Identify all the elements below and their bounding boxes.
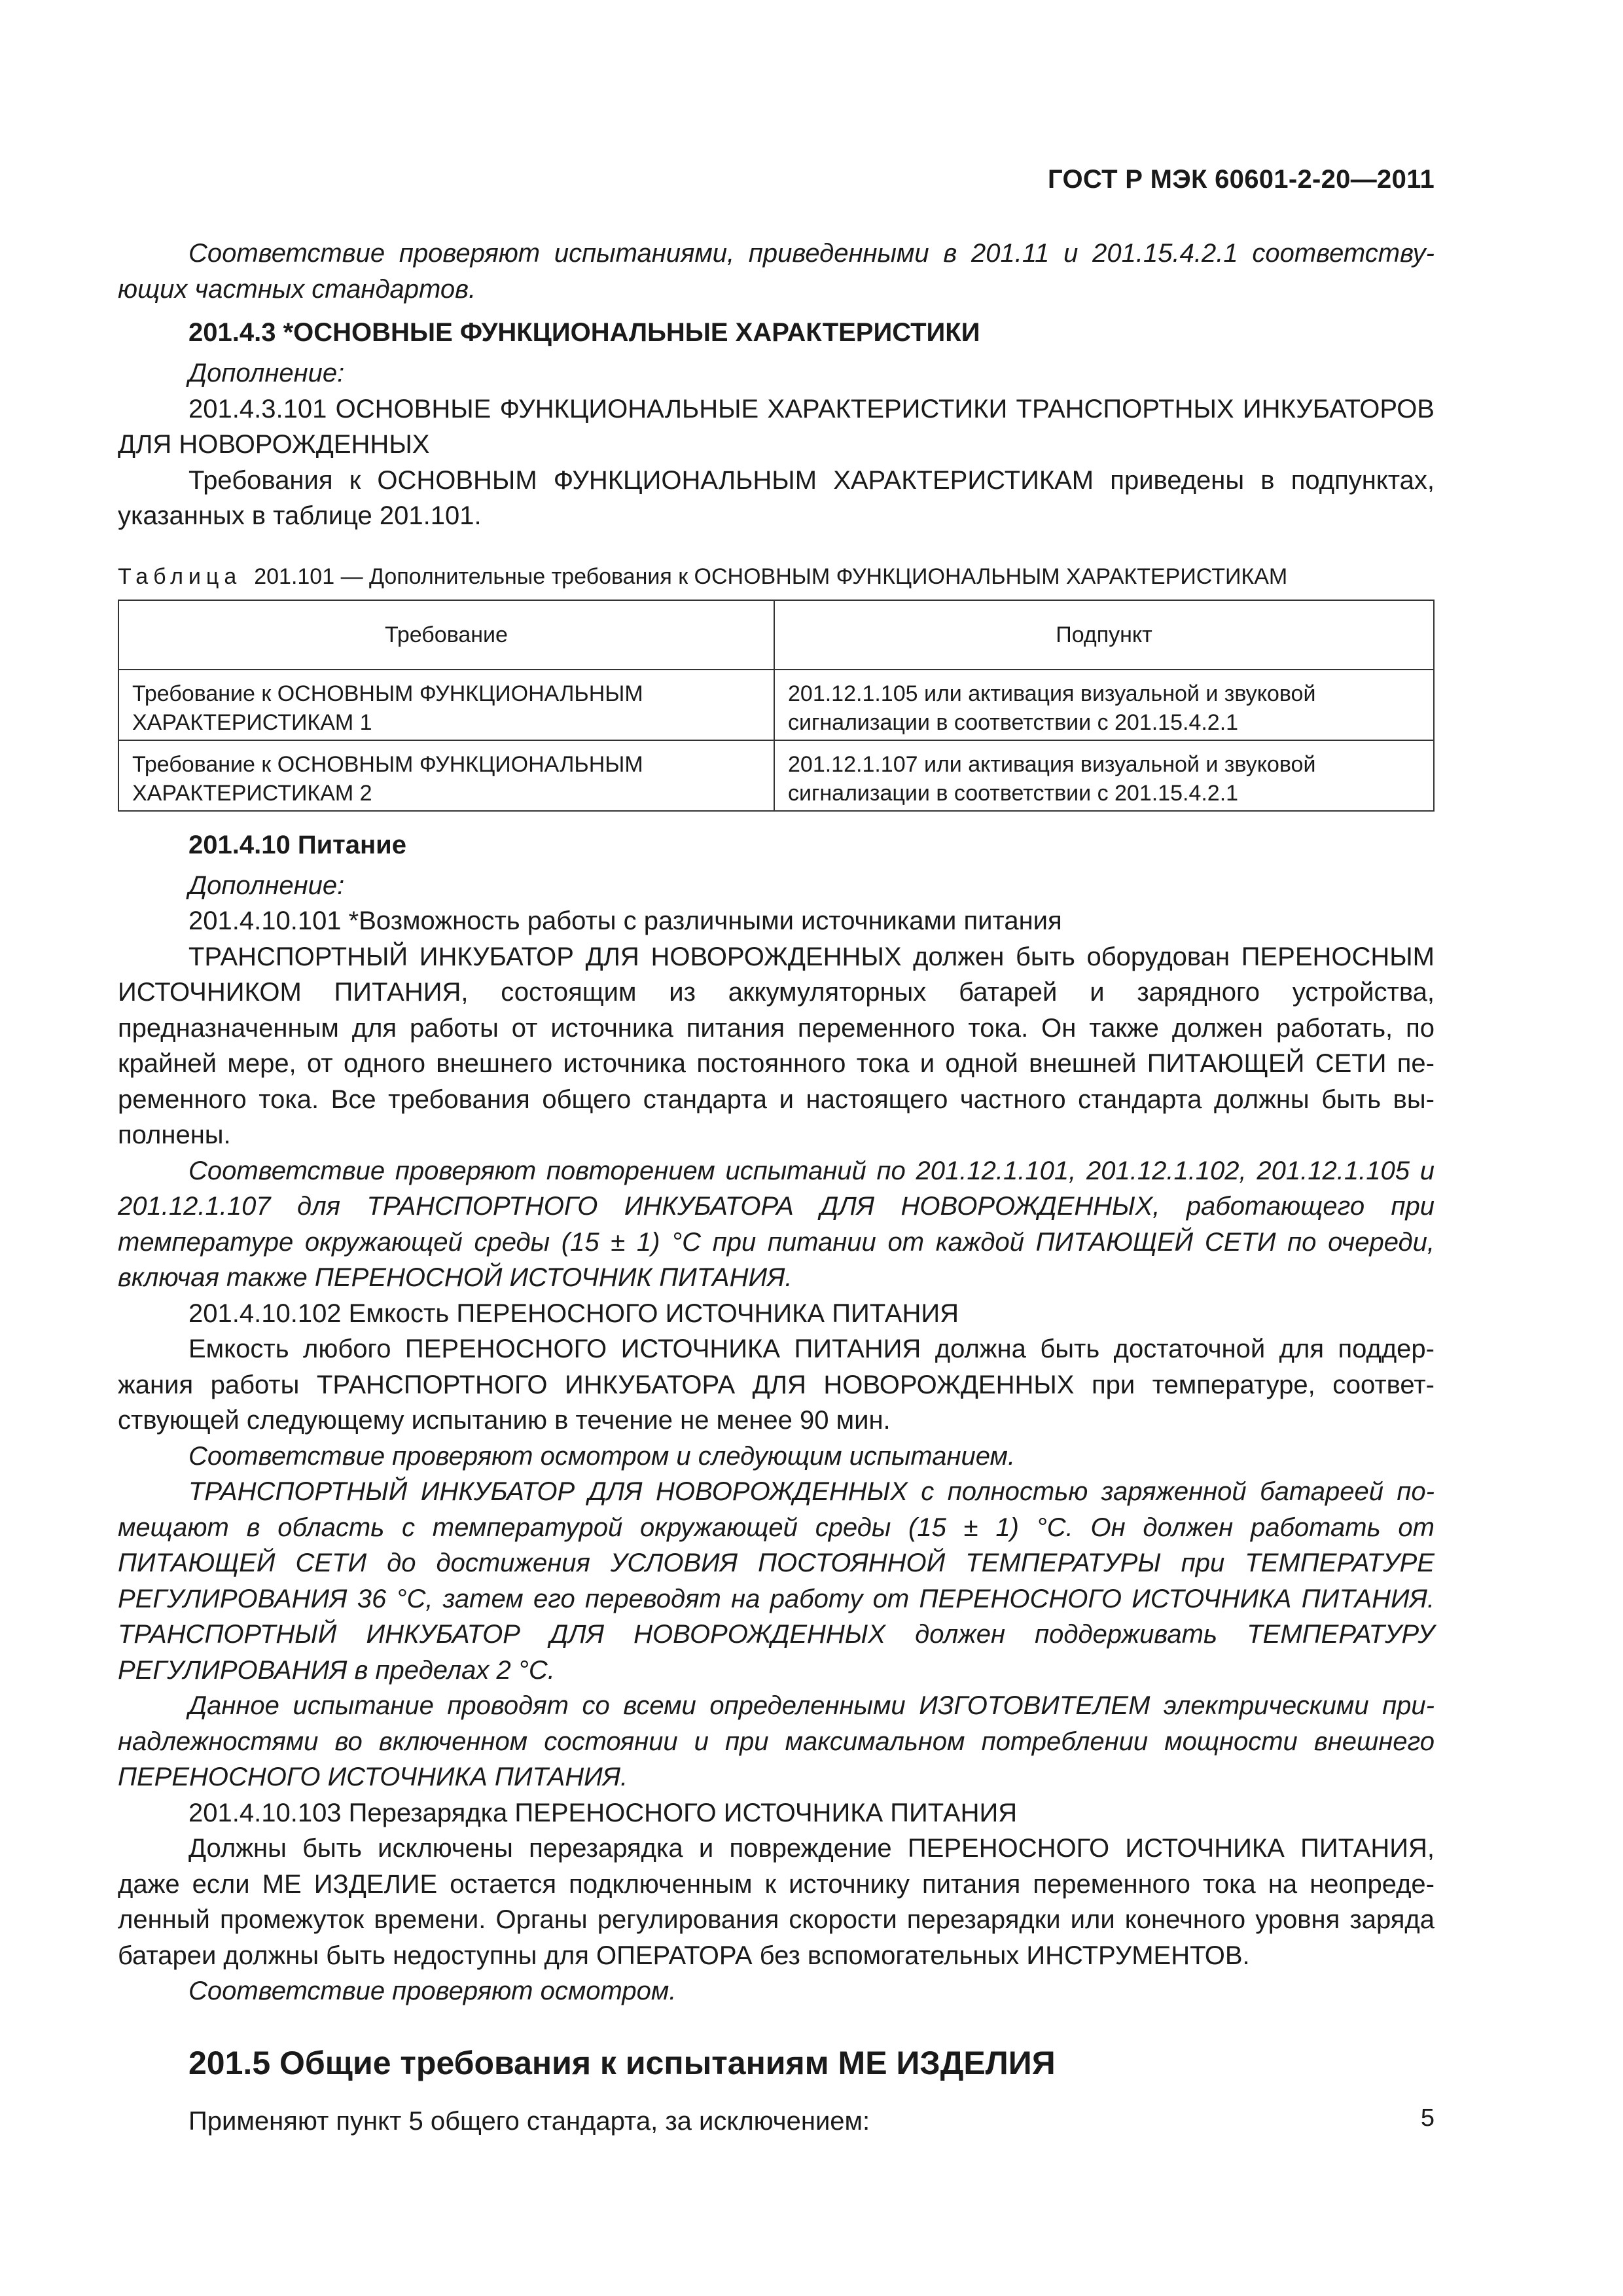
table-cell-requirement: Требование к ОСНОВНЫМ ФУНКЦИОНАЛЬНЫМ ХАРАКТЕРИСТИКАМ 2	[118, 740, 774, 811]
document-page	[118, 0, 1435, 2296]
paragraph-201-4-10-101-body: ТРАНСПОРТНЫЙ ИНКУБАТОР ДЛЯ НОВОРОЖДЕННЫХ должен быть оборудован ПЕРЕНОСНЫМ ИСТОЧНИКОМ ПИТАНИЯ, состоящим из аккумуляторных батарей и зарядного устройства, предназначенным для работы от источника питания переменного тока. Он также должен работать, по крайней мере, от одного внешнего источника постоянного тока и одной внешней ПИТАЮЩЕЙ СЕТИ переменного тока. Все требования общего стандарта и настоящего частного стандарта должны быть выполнены.	[118, 942, 1435, 1149]
table-caption	[118, 560, 1435, 593]
table-cell-subclause: 201.12.1.107 или активация визуальной и звуковой сигнализации в соответствии с 201.15.4.2.1	[774, 740, 1434, 811]
paragraph-201-4-10-102-body: Емкость любого ПЕРЕНОСНОГО ИСТОЧНИКА ПИТАНИЯ должна быть достаточной для поддержания работы ТРАНСПОРТНОГО ИНКУБАТОРА ДЛЯ НОВОРОЖДЕННЫХ при температуре, соответствующей следующему испытанию в течение не менее 90 мин.	[118, 1335, 1435, 1435]
section-heading-201-4-10: 201.4.10 Питание	[188, 830, 406, 859]
paragraph-requirements: Требования к ОСНОВНЫМ ФУНКЦИОНАЛЬНЫМ ХАРАКТЕРИСТИКАМ приведены в подпунктах, указанных в таблице 201.101.	[118, 465, 1435, 530]
addition-label: Дополнение:	[188, 359, 345, 387]
table-cell-requirement: Требование к ОСНОВНЫМ ФУНКЦИОНАЛЬНЫМ ХАРАКТЕРИСТИКАМ 1	[118, 670, 774, 740]
paragraph-201-4-10-102-check: Соответствие проверяют осмотром и следующим испытанием.	[188, 1441, 1016, 1471]
paragraph-201-4-10-103-check: Соответствие проверяют осмотром.	[188, 1977, 677, 2005]
section-heading-201-5: 201.5 Общие требования к испытаниям МЕ ИЗДЕЛИЯ	[188, 2044, 1056, 2081]
table-header-requirement: Требование	[118, 600, 774, 670]
paragraph-201-4-10-102-note: Данное испытание проводят со всеми определенными ИЗГОТОВИТЕЛЕМ электрическими принадлежностями во включенном состоянии и при максимальном потреблении мощности внешнего ПЕРЕНОСНОГО ИСТОЧНИКА ПИТАНИЯ.	[118, 1691, 1435, 1791]
table-caption-text: 201.101 — Дополнительные требования к ОСНОВНЫМ ФУНКЦИОНАЛЬНЫМ ХАРАКТЕРИСТИКАМ	[254, 564, 1288, 589]
paragraph-compliance-check: Соответствие проверяют испытаниями, приведенными в 201.11 и 201.15.4.2.1 соответствующих частных стандартов.	[118, 239, 1435, 304]
section-heading-201-4-3: 201.4.3 *ОСНОВНЫЕ ФУНКЦИОНАЛЬНЫЕ ХАРАКТЕРИСТИКИ	[188, 318, 980, 347]
paragraph-201-4-10-102-test: ТРАНСПОРТНЫЙ ИНКУБАТОР ДЛЯ НОВОРОЖДЕННЫХ с полностью заряженной батареей помещают в область с температурой окружающей среды (15 ± 1) °С. Он должен работать от ПИТАЮЩЕЙ СЕТИ до достижения УСЛОВИЯ ПОСТОЯННОЙ ТЕМПЕРАТУРЫ при ТЕМПЕРАТУРЕ РЕГУЛИРОВАНИЯ 36 °С, затем его переводят на работу от ПЕРЕНОСНОГО ИСТОЧНИКА ПИТАНИЯ. ТРАНСПОРТНЫЙ ИНКУБАТОР ДЛЯ НОВОРОЖДЕННЫХ должен поддерживать ТЕМПЕРАТУРУ РЕГУЛИРОВАНИЯ в пределах 2 °С.	[118, 1477, 1435, 1685]
table-header-subclause: Подпункт	[774, 600, 1434, 670]
paragraph-201-4-3-101: 201.4.3.101 ОСНОВНЫЕ ФУНКЦИОНАЛЬНЫЕ ХАРАКТЕРИСТИКИ ТРАНСПОРТНЫХ ИНКУБАТОРОВ ДЛЯ НОВОРОЖДЕННЫХ	[118, 394, 1435, 459]
addition-label: Дополнение:	[188, 870, 345, 900]
table-caption-label: Таблица	[118, 564, 242, 589]
table-header-row	[118, 600, 1434, 670]
document-header: ГОСТ Р МЭК 60601-2-20—2011	[1048, 165, 1435, 194]
table-row	[118, 740, 1434, 811]
page-number: 5	[1420, 2104, 1435, 2132]
table-cell-subclause: 201.12.1.105 или активация визуальной и звуковой сигнализации в соответствии с 201.15.4.2.1	[774, 670, 1434, 740]
paragraph-201-4-10-101-title: 201.4.10.101 *Возможность работы с различными источниками питания	[188, 906, 1062, 935]
paragraph-201-4-10-103-body: Должны быть исключены перезарядка и повреждение ПЕРЕНОСНОГО ИСТОЧНИКА ПИТАНИЯ, даже если МЕ ИЗДЕЛИЕ остается подключенным к источнику питания переменного тока на неопределенный промежуток времени. Органы регулирования скорости перезарядки или конечного уровня заряда батареи должны быть недоступны для ОПЕРАТОРА без вспомогательных ИНСТРУМЕНТОВ.	[118, 1834, 1435, 1970]
paragraph-201-4-10-103-title: 201.4.10.103 Перезарядка ПЕРЕНОСНОГО ИСТОЧНИКА ПИТАНИЯ	[188, 1798, 1018, 1827]
document-content	[118, 236, 1435, 2139]
paragraph-201-4-10-102-title: 201.4.10.102 Емкость ПЕРЕНОСНОГО ИСТОЧНИКА ПИТАНИЯ	[188, 1299, 959, 1328]
paragraph-201-4-10-101-check: Соответствие проверяют повторением испытаний по 201.12.1.101, 201.12.1.102, 201.12.1.105 и 201.12.1.107 для ТРАНСПОРТНОГО ИНКУБАТОРА ДЛЯ НОВОРОЖДЕННЫХ, работающего при температуре окружающей среды (15 ± 1) °С при питании от каждой ПИТАЮЩЕЙ СЕТИ по очереди, включая также ПЕРЕНОСНОЙ ИСТОЧНИК ПИТАНИЯ.	[118, 1156, 1435, 1292]
table-row	[118, 670, 1434, 740]
requirements-table	[118, 600, 1435, 812]
paragraph-201-5: Применяют пункт 5 общего стандарта, за исключением:	[188, 2106, 870, 2136]
